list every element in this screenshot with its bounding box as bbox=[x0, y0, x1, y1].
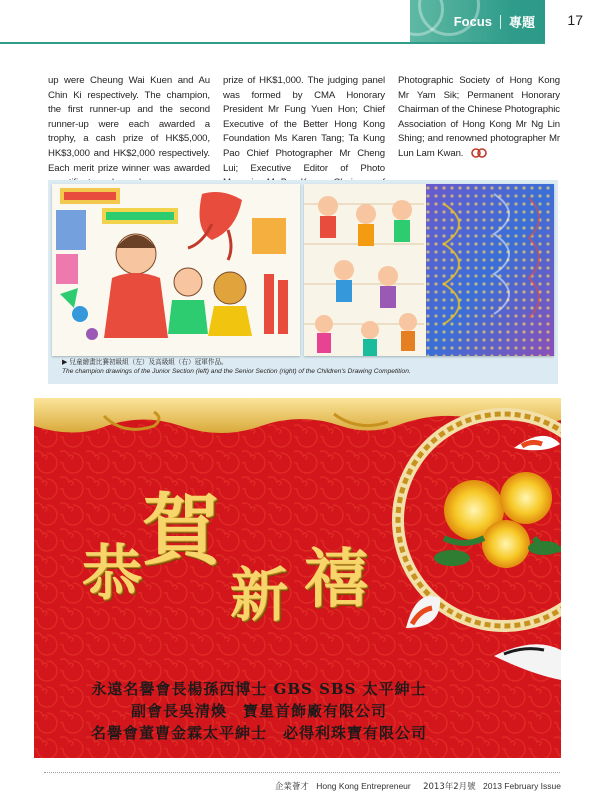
senior-champion-drawing bbox=[304, 184, 554, 356]
junior-champion-drawing bbox=[52, 184, 300, 356]
section-label-zh: 專題 bbox=[508, 16, 535, 31]
caption-zh: 兒童繪畫比賽初級組（左）及高級組（右）冠軍作品。 bbox=[69, 358, 228, 366]
section-label-en: Focus bbox=[453, 14, 492, 29]
footer-publication-zh: 企業薈才 bbox=[274, 782, 309, 792]
section-divider bbox=[500, 15, 501, 29]
caption-en: The champion drawings of the Junior Section (left) and the Senior Section (right) of the Children's Drawing Competition. bbox=[62, 368, 411, 375]
article-columns bbox=[48, 74, 560, 176]
page-header bbox=[0, 0, 595, 46]
footer-issue-zh: 2013年2月號 bbox=[423, 782, 476, 792]
senior-drawing-illustration bbox=[304, 184, 554, 356]
caption-triangle-icon: ▶ bbox=[62, 359, 68, 366]
article-text-3 bbox=[398, 74, 560, 162]
greeting-char-4: 禧 bbox=[304, 542, 368, 617]
drawing-photo-panel bbox=[48, 180, 558, 384]
photo-caption bbox=[62, 358, 552, 376]
page-number-box bbox=[545, 0, 595, 42]
end-mark-icon bbox=[471, 148, 487, 158]
footer-issue-en: 2013 February Issue bbox=[483, 781, 561, 791]
footer-publication-en: Hong Kong Entrepreneur bbox=[316, 781, 411, 791]
greeting-char-2: 賀 bbox=[142, 485, 221, 576]
junior-drawing-illustration bbox=[52, 184, 300, 356]
caption-zh-line bbox=[62, 358, 552, 367]
advert-line-3: 名譽會董曹金霖太平紳士 必得利珠寶有限公司 bbox=[90, 724, 427, 742]
page-footer bbox=[270, 780, 561, 792]
section-label bbox=[454, 12, 535, 31]
advert-text-block bbox=[34, 678, 484, 744]
page-number: 17 bbox=[567, 12, 583, 28]
advert-line-1: 永遠名譽會長楊孫西博士 GBS SBS 太平紳士 bbox=[91, 680, 427, 698]
advert-line-2: 副會長吳清煥 寶星首飾廠有限公司 bbox=[130, 702, 387, 720]
header-rule bbox=[0, 42, 545, 44]
article-text-3-body: Photographic Society of Hong Kong Mr Yam Sik; Permanent Honorary Chairman of the Chinese Photographic Association of Hong Kong Mr Ng Lin Shing; and renowned photographer Mr Lun Lam Kwan. bbox=[398, 75, 560, 159]
article-text-2: prize of HK$1,000. The judging panel was formed by CMA Honorary President Mr Fung Yuen Hon; Chief Executive of the Better Hong Kong Foundation Ms Karen Tang; Ta Kung Pao Chief Photographer Mr Cheng Lui; Executive Editor of Photo bbox=[223, 75, 385, 174]
new-year-advert bbox=[34, 398, 561, 758]
greeting-char-1: 恭 bbox=[82, 539, 142, 609]
greeting-char-3: 新 bbox=[230, 561, 289, 629]
footer-rule bbox=[44, 772, 560, 773]
article-text-1: up were Cheung Wai Kuen and Au Chin Ki respectively. The champion, the first runner-up and the second runner-up were each awarded a trophy, a cash prize of HK$5,000, HK$3,000 and HK$2,000 respectively. Each merit prize winner was awarded bbox=[48, 75, 210, 174]
